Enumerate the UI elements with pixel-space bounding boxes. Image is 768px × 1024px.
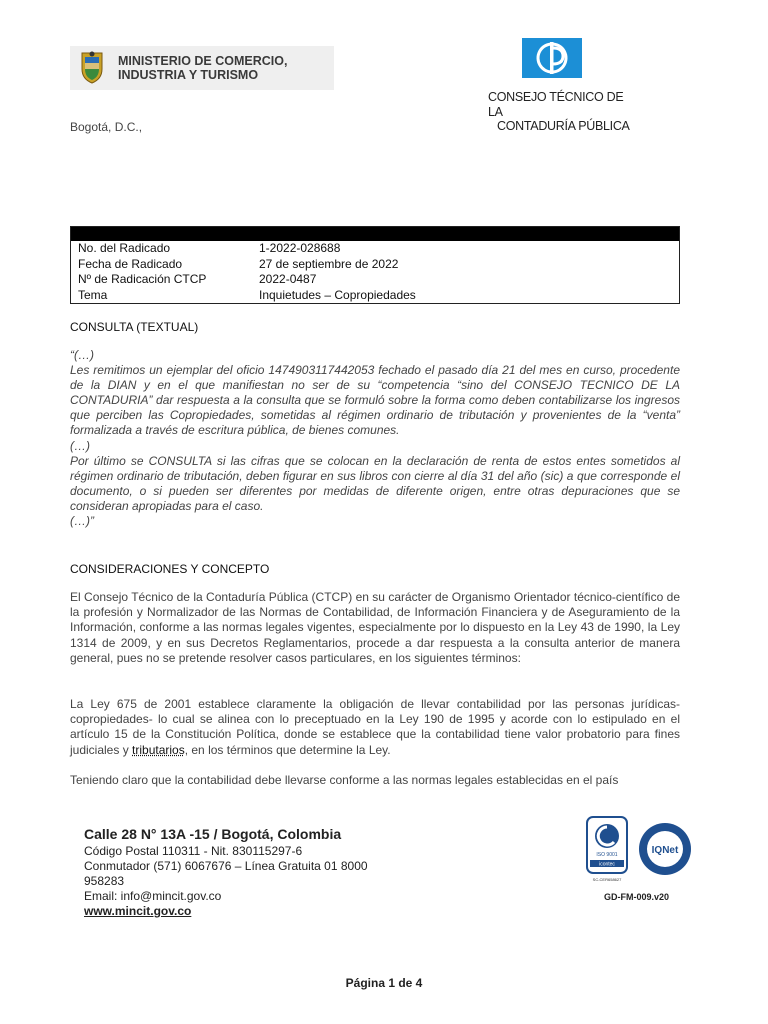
form-code: GD-FM-009.v20 [604,892,670,902]
ministry-logo [70,46,334,90]
paragraph-text: Teniendo claro que la contabilidad debe llevarse conforme a las normas legales establecidas en el país [70,773,619,787]
footer-website-link[interactable]: www.mincit.gov.co [84,904,192,918]
ctcp-logo-icon [522,38,582,78]
quote-close: (…)” [70,514,94,529]
iso-9001-badge-icon [586,816,628,886]
footer-contact [84,826,368,919]
ref-value: 27 de septiembre de 2022 [259,256,399,271]
ref-value: 1-2022-028688 [259,241,341,255]
ref-label: Fecha de Radicado [78,256,183,271]
ctcp-name-line1: CONSEJO TÉCNICO DE LA [488,90,624,119]
ref-value: Inquietudes – Copropiedades [259,287,416,302]
table-row [71,272,679,288]
tributarios-link[interactable]: tributarios [132,742,185,757]
quote-open: “(…) [70,348,94,362]
paragraph-text: El Consejo Técnico de la Contaduría Pública (CTCP) en su carácter de Organismo Orientador técnico-científico de la profesión y Normalizador de las Normas de Contabilidad, de Información Financiera y de Aseguramiento de la Información, conforme a las normas legales vigentes, especialmente por lo dispuesto en la Ley 43 de 1990, la Ley 1314 de 2009, y en sus Decretos Reglamentarios, procede a dar respuesta a la consulta anterior de manera general, pues no se pretende resolver casos particulares, en los siguientes términos: [70,590,680,665]
footer-email[interactable]: Email: info@mincit.gov.co [84,889,222,903]
iso-cert-code: SC-CER658627 [592,877,622,882]
colombia-crest-icon [78,51,106,85]
table-row [71,241,679,257]
iqnet-label: IQNet [651,845,679,856]
quote-paragraph-2: Por último se CONSULTA si las cifras que se colocan en la declaración de renta de estos entes sometidos al régimen ordinario de tributación, deben figurar en sus libros con cierre al día 31 del año (sic) a que corresponde el documento, o si pueden ser diferentes por medidas de diferente origen, entre otras depuraciones que se consideran apropiadas para el caso. [70,453,680,513]
ref-label: Tema [78,287,108,302]
ctcp-name-line2: CONTADURÍA PÚBLICA [497,119,630,133]
footer-address: Calle 28 N° 13A -15 / Bogotá, Colombia [84,826,342,842]
page-number: Página 1 de 4 [345,976,423,990]
body-paragraph-3 [70,773,680,788]
ministry-name-line1: MINISTERIO DE COMERCIO, [118,54,288,68]
consideraciones-title: CONSIDERACIONES Y CONCEPTO [70,562,270,576]
ref-label: Nº de Radicación CTCP [78,272,207,286]
reference-table [70,226,680,304]
table-row [71,288,679,304]
ctcp-name [488,90,638,134]
iso-label: ISO 9001 [596,852,618,858]
table-header-bar [71,227,679,241]
footer-phone-cont: 958283 [84,874,125,888]
iqnet-badge-icon [638,822,692,876]
quote-ellipsis: (…) [70,438,90,453]
paragraph-segment: , en los términos que determine la Ley. [184,742,391,757]
body-paragraph-1 [70,590,680,666]
paragraph-text [70,697,680,758]
paragraph-segment: La Ley 675 de 2001 establece claramente la obligación de llevar contabilidad por las personas jurídicas-copropiedades- lo cual se alinea con lo preceptuado en la Ley 190 de 1995 y acorde con lo estipulado en el artículo 15 de la Constitución Política, donde se establece que la contabilidad tiene valor probatorio para fines judiciales y [70,697,680,757]
footer-postal: Código Postal 110311 - Nit. 830115297-6 [84,844,303,858]
footer-phone: Conmutador (571) 6067676 – Línea Gratuita 01 8000 [84,859,368,873]
consulta-title: CONSULTA (TEXTUAL) [70,320,199,334]
place-date: Bogotá, D.C., [70,120,143,134]
ref-label: No. del Radicado [78,241,171,255]
icontec-label: icontec [599,861,615,868]
consulta-quote [70,348,680,529]
ref-value: 2022-0487 [259,272,317,286]
ministry-name-line2: INDUSTRIA Y TURISMO [118,68,259,82]
table-row [71,257,679,273]
quote-paragraph-1: Les remitimos un ejemplar del oficio 1474903117442053 fechado el pasado día 21 del mes en curso, procedente de la DIAN y en el que manifiestan no ser de su “competencia “sino del CONSEJO TECNICO DE LA CONTADURIA” dar respuesta a la consulta que se formuló sobre la forma como deben contabilizarse los ingresos que perciben las Copropiedades, sometidas al régimen ordinario de tributación y provenientes de la “venta” formalizada a través de escritura pública, de bienes comunes. [70,363,680,438]
body-paragraph-2 [70,697,680,758]
